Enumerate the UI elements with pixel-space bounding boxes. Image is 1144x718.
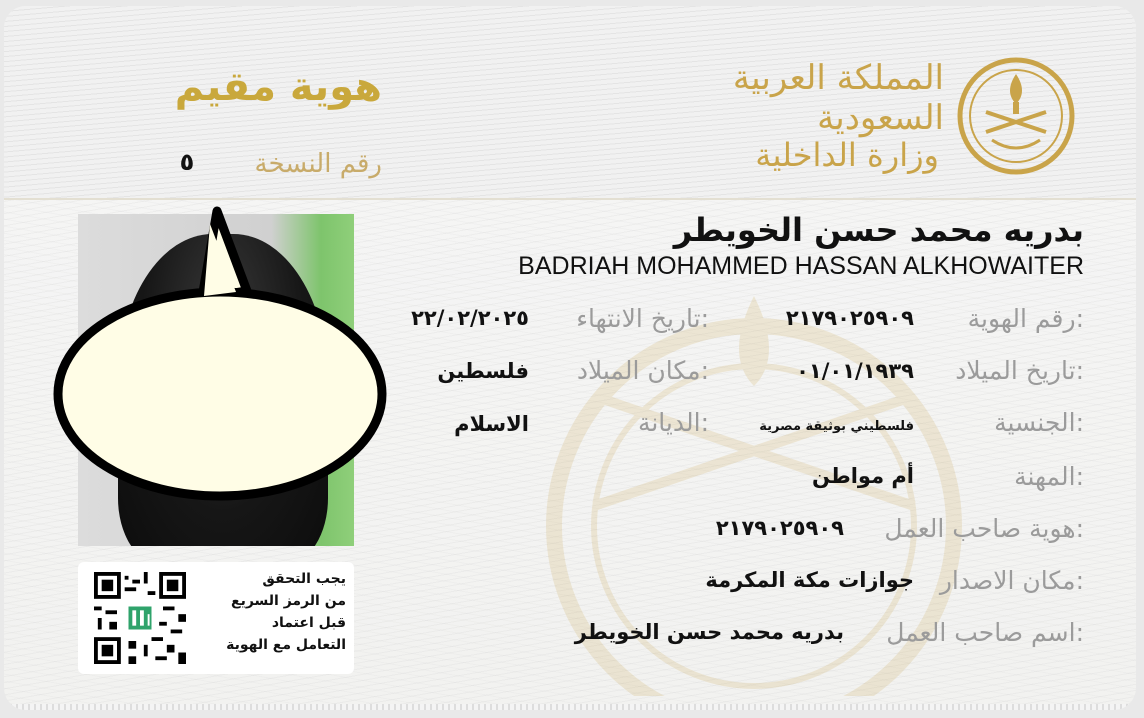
dob-label: تاريخ الميلاد: [955, 356, 1084, 385]
id-number-label: رقم الهوية: [967, 304, 1084, 333]
qr-line-3: قبل اعتماد [271, 615, 346, 631]
expiry-date-label: تاريخ الانتهاء: [576, 304, 709, 333]
card-bottom-edge [4, 704, 1136, 710]
birth-place-label: مكان الميلاد: [576, 356, 709, 385]
nationality-label: الجنسية: [994, 408, 1084, 437]
religion-label: الديانة: [637, 408, 709, 437]
issue-place-label: مكان الاصدار: [939, 566, 1084, 595]
dob-value: ٠١/٠١/١٩٣٩ [796, 359, 914, 383]
occupation-value: أم مواطن [812, 464, 914, 488]
qr-verification-box [78, 562, 354, 674]
qr-line-4: التعامل مع الهوية [226, 637, 346, 653]
employer-id-value: ٢١٧٩٠٢٥٩٠٩ [715, 516, 844, 540]
employer-name-value: بدريه محمد حسن الخويطر [574, 620, 844, 644]
holder-name-arabic: بدريه محمد حسن الخويطر [673, 211, 1084, 249]
qr-line-2: من الرمز السريع [231, 593, 346, 609]
qr-instructions [198, 568, 346, 656]
ministry-name: وزارة الداخلية [755, 136, 939, 174]
saudi-emblem-icon [956, 56, 1076, 176]
qr-code-icon[interactable] [92, 572, 188, 664]
card-title: هوية مقيم [174, 64, 382, 110]
copy-number-label: رقم النسخة [254, 149, 382, 179]
employer-id-label: هوية صاحب العمل: [884, 514, 1084, 543]
copy-number-value: ٥ [179, 148, 195, 176]
id-number-value: ٢١٧٩٠٢٥٩٠٩ [785, 306, 914, 330]
employer-name-label: اسم صاحب العمل: [886, 618, 1084, 647]
redaction-speech-bubble [52, 196, 392, 516]
residence-id-card [4, 6, 1136, 710]
birth-place-value: فلسطين [437, 359, 529, 383]
issue-place-value: جوازات مكة المكرمة [705, 568, 914, 592]
religion-value: الاسلام [454, 412, 529, 436]
kingdom-name: المملكة العربية السعودية [732, 58, 944, 138]
holder-name-english: BADRIAH MOHAMMED HASSAN ALKHOWAITER [518, 252, 1084, 280]
expiry-date-value: ٢٢/٠٢/٢٠٢٥ [411, 306, 529, 330]
qr-line-1: يجب التحقق [262, 571, 346, 587]
nationality-value: فلسطيني بوثيقة مصرية [759, 419, 914, 434]
occupation-label: المهنة: [1014, 462, 1084, 491]
